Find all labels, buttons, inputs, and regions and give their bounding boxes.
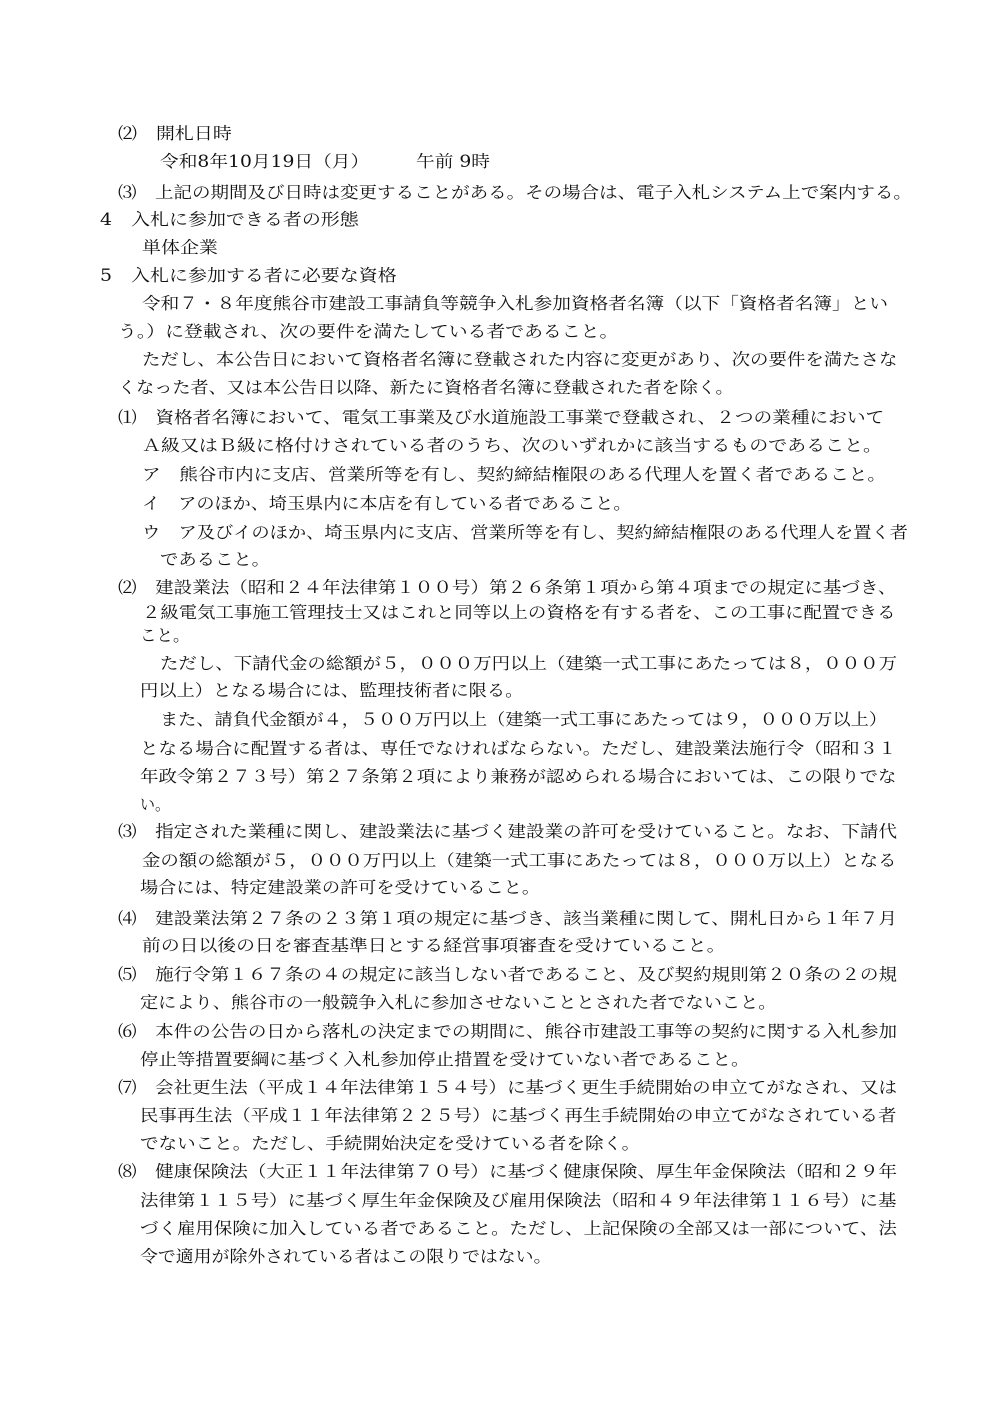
clause-8-line-4: 令で適用が除外されている者はこの限りではない。 [140, 1247, 552, 1266]
clause-1-line-1: ⑴ 資格者名簿において、電気工事業及び水道施設工事業で登載され、２つの業種において [118, 408, 885, 427]
clause-3-line-1: ⑶ 指定された業種に関し、建設業法に基づく建設業の許可を受けていること。なお、下請代 [118, 822, 898, 841]
clause-2-line-3: こと。 [140, 626, 190, 645]
clause-5-line-1: ⑸ 施行令第１６７条の４の規定に該当しない者であること、及び契約規則第２０条の２の規 [118, 965, 898, 984]
item-5-heading: 5 入札に参加する者に必要な資格 [100, 266, 397, 285]
clause-4-line-1: ⑷ 建設業法第２７条の２３第１項の規定に基づき、該当業種に関して、開札日から１年７月 [118, 909, 898, 928]
clause-4-line-2: 前の日以後の日を審査基準日とする経営事項審査を受けていること。 [142, 936, 726, 955]
clause-2-para-3-line-1: また、請負代金額が４，５００万円以上（建築一式工事にあたっては９，０００万以上） [160, 710, 887, 729]
clause-7-line-1: ⑺ 会社更生法（平成１４年法律第１５４号）に基づく更生手続開始の申立てがなされ、又は [118, 1078, 897, 1097]
clause-5-line-2: 定により、熊谷市の一般競争入札に参加させないこととされた者でないこと。 [140, 993, 777, 1012]
clause-2-line-1: ⑵ 建設業法（昭和２４年法律第１００号）第２６条第１項から第４項までの規定に基づき、 [118, 578, 897, 597]
clause-7-line-2: 民事再生法（平成１１年法律第２２５号）に基づく再生手続開始の申立てがなされている者 [140, 1106, 897, 1125]
item-4-body: 単体企業 [142, 238, 218, 257]
clause-2-line-2: ２級電気工事施工管理技士又はこれと同等以上の資格を有する者を、この工事に配置できる [142, 603, 896, 622]
item-5-para-1-line-1: 令和７・８年度熊谷市建設工事請負等競争入札参加資格者名簿（以下「資格者名簿」とい [142, 294, 888, 313]
clause-3-line-3: 場合には、特定建設業の許可を受けていること。 [140, 878, 540, 897]
section-2-heading: ⑵ 開札日時 [118, 124, 232, 143]
clause-8-line-1: ⑻ 健康保険法（大正１１年法律第７０号）に基づく健康保険、厚生年金保険法（昭和２９年 [118, 1162, 898, 1181]
clause-1-sub-a: ア 熊谷市内に支店、営業所等を有し、契約締結権限のある代理人を置く者であること。 [142, 465, 886, 484]
clause-1-sub-u-line-1: ウ ア及びイのほか、埼玉県内に支店、営業所等を有し、契約締結権限のある代理人を置く者 [142, 523, 908, 542]
clause-2-para-2-line-1: ただし、下請代金の総額が５，０００万円以上（建築一式工事にあたっては８，０００万 [160, 654, 897, 673]
clause-1-sub-i: イ アのほか、埼玉県内に本店を有している者であること。 [142, 494, 632, 513]
clause-1-sub-u-line-2: であること。 [160, 550, 270, 569]
clause-2-para-3-line-2: となる場合に配置する者は、専任でなければならない。ただし、建設業法施行令（昭和３１ [140, 739, 897, 758]
clause-2-para-2-line-2: 円以上）となる場合には、監理技術者に限る。 [140, 681, 524, 700]
section-3-line-1: ⑶ 上記の期間及び日時は変更することがある。その場合は、電子入札システム上で案内する。 [118, 183, 912, 202]
clause-2-para-3-line-4: い。 [140, 795, 170, 814]
clause-7-line-3: でないこと。ただし、手続開始決定を受けている者を除く。 [140, 1134, 641, 1153]
item-5-para-2-line-1: ただし、本公告日において資格者名簿に登載された内容に変更があり、次の要件を満たさな [142, 350, 898, 369]
opening-datetime: 令和8年10月19日（月） 午前 9時 [160, 152, 490, 171]
item-4-heading: 4 入札に参加できる者の形態 [100, 210, 359, 229]
clause-8-line-3: づく雇用保険に加入している者であること。ただし、上記保険の全部又は一部について、法 [140, 1219, 897, 1238]
clause-8-line-2: 法律第１１５号）に基づく厚生年金保険及び雇用保険法（昭和４９年法律第１１６号）に基 [140, 1191, 897, 1210]
item-5-para-1-line-2: う。）に登載され、次の要件を満たしている者であること。 [118, 322, 619, 341]
item-5-para-2-line-2: くなった者、又は本公告日以降、新たに資格者名簿に登載された者を除く。 [118, 378, 734, 397]
clause-1-line-2: Ａ級又はＢ級に格付けされている者のうち、次のいずれかに該当するものであること。 [142, 436, 883, 455]
clause-3-line-2: 金の額の総額が５，０００万円以上（建築一式工事にあたっては８，０００万以上）となる [142, 851, 897, 870]
clause-2-para-3-line-3: 年政令第２７３号）第２７条第２項により兼務が認められる場合においては、この限りでな [140, 767, 897, 786]
clause-6-line-1: ⑹ 本件の公告の日から落札の決定までの期間に、熊谷市建設工事等の契約に関する入札参加 [118, 1022, 898, 1041]
clause-6-line-2: 停止等措置要綱に基づく入札参加停止措置を受けていない者であること。 [140, 1050, 750, 1069]
